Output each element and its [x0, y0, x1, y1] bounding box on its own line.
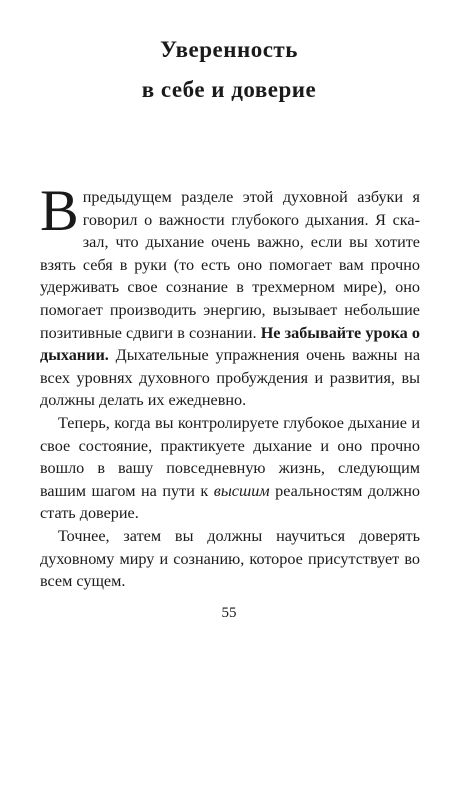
paragraph-2	[40, 412, 420, 525]
paragraph-2-italic-text: высшим	[213, 481, 270, 500]
paragraph-3	[40, 525, 420, 593]
paragraph-1-bold-text: Не забывайте урока о дыхании.	[40, 323, 420, 365]
drop-cap: В	[40, 178, 79, 243]
paragraph-1-text-a: предыдущем разделе этой духовной азбуки я говорил о важности глубокого дыхания. Я сказал, что дыхание очень важно, если вы хотите взять себя в руки (то есть оно помогает вам прочно удерживать свое сознание в трехмерном мире), оно помогает производить энергию, вызывает небольшие позитивные сдвиги в сознании.	[40, 188, 420, 342]
paragraph-2-text-b: реальностям должно стать доверие.	[40, 481, 420, 523]
paragraph-2-text-a: Теперь, когда вы контролируете глубокое дыхание и свое состояние, практикуете дыхание и оно прочно вошло в вашу повседневную жизнь, следующим вашим шагом на пути к	[40, 413, 420, 500]
paragraph-3-text: Точнее, затем вы должны научиться доверять духовному миру и сознанию, которое присутствует во всем сущем.	[40, 526, 420, 591]
paragraph-1-text-b: Дыхательные упражнения очень важны на всех уровнях духовного пробуждения и развития, вы должны делать их ежедневно.	[40, 346, 420, 410]
page-number: 55	[221, 605, 237, 621]
body-text	[40, 178, 420, 593]
paragraph-1	[40, 178, 420, 412]
chapter-title-line-1: Уверенность	[160, 37, 298, 62]
chapter-title-line-2: в себе и доверие	[141, 77, 317, 102]
